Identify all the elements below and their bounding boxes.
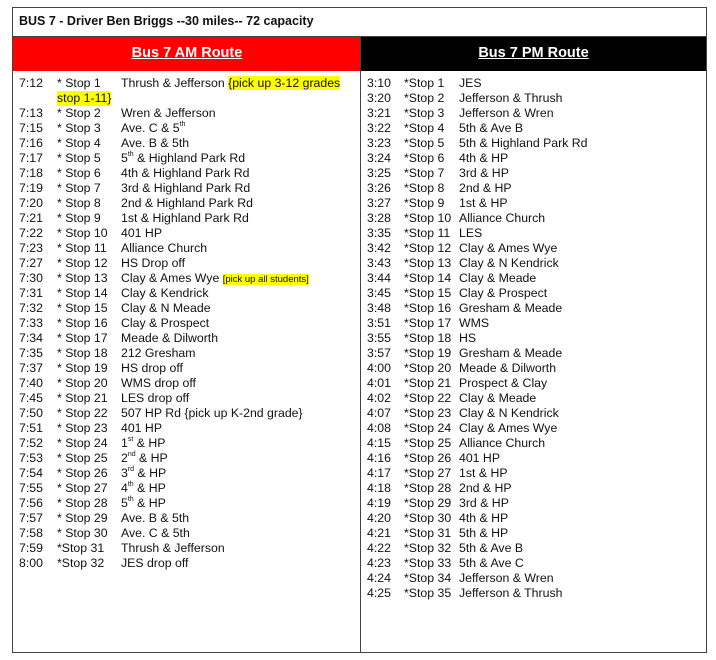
am-stop-row xyxy=(19,121,354,136)
stop-time: 7:40 xyxy=(19,376,43,390)
stop-location: Jefferson & Thrush xyxy=(459,91,563,105)
stop-location: HS xyxy=(459,331,477,345)
stop-location: Gresham & Meade xyxy=(459,301,563,315)
stop-time: 3:57 xyxy=(367,346,391,360)
stop-location: Jefferson & Wren xyxy=(459,106,554,120)
stop-number: *Stop 32 xyxy=(57,556,105,570)
stop-location: Clay & N Kendrick xyxy=(459,256,559,270)
pm-stop-row xyxy=(367,106,702,121)
stop-number: * Stop 7 xyxy=(57,181,101,195)
stop-location: WMS drop off xyxy=(121,376,196,390)
stop-location: Clay & Ames Wye xyxy=(459,241,558,255)
stop-location: 5th & Highland Park Rd xyxy=(121,151,246,165)
stop-location: WMS xyxy=(459,316,490,330)
stop-number: * Stop 17 xyxy=(57,331,108,345)
stop-location: Gresham & Meade xyxy=(459,346,563,360)
stop-time: 7:45 xyxy=(19,391,43,405)
stop-location: 3rd & HP xyxy=(121,466,167,480)
stop-number: *Stop 28 xyxy=(404,481,452,495)
stop-location: HS drop off xyxy=(121,361,183,375)
am-stop-row xyxy=(19,286,354,301)
stop-time: 3:21 xyxy=(367,106,391,120)
stop-location: 1st & HP xyxy=(459,196,508,210)
stop-location: Clay & N Meade xyxy=(121,301,211,315)
am-stop-row xyxy=(19,241,354,256)
stop-location: Alliance Church xyxy=(121,241,208,255)
stop-number: *Stop 5 xyxy=(404,136,445,150)
stop-time: 3:45 xyxy=(367,286,391,300)
stop-number: * Stop 16 xyxy=(57,316,108,330)
pm-stop-row xyxy=(367,361,702,376)
ordinal-suffix: th xyxy=(179,121,186,128)
stop-number: *Stop 22 xyxy=(404,391,452,405)
am-stop-row xyxy=(19,466,354,481)
stop-location: Ave. C & 5th xyxy=(121,121,186,135)
stop-location: Ave. B & 5th xyxy=(121,511,190,525)
stop-time: 7:52 xyxy=(19,436,43,450)
stop-number: * Stop 21 xyxy=(57,391,108,405)
stop-time: 3:27 xyxy=(367,196,391,210)
pm-stop-row xyxy=(367,526,702,541)
pm-stop-row xyxy=(367,556,702,571)
stop-number: *Stop 15 xyxy=(404,286,452,300)
stop-number: * Stop 1 xyxy=(57,76,101,90)
stop-number: * Stop 30 xyxy=(57,526,108,540)
stop-location: 4th & HP xyxy=(459,511,509,525)
stop-time: 4:23 xyxy=(367,556,391,570)
stop-location: 2nd & HP xyxy=(121,451,168,465)
stop-time: 3:51 xyxy=(367,316,391,330)
pm-stop-row xyxy=(367,121,702,136)
stop-number: *Stop 14 xyxy=(404,271,452,285)
stop-number: *Stop 6 xyxy=(404,151,445,165)
stop-location: Meade & Dilworth xyxy=(459,361,557,375)
stop-time: 8:00 xyxy=(19,556,43,570)
stop-location: 401 HP xyxy=(459,451,501,465)
pm-stop-row xyxy=(367,316,702,331)
stop-time: 4:15 xyxy=(367,436,391,450)
stop-time: 7:35 xyxy=(19,346,43,360)
stop-location: 212 Gresham xyxy=(121,346,196,360)
stop-location: 5th & Ave C xyxy=(459,556,524,570)
am-stop-row xyxy=(19,526,354,541)
ordinal-suffix: th xyxy=(127,151,134,158)
stop-number: *Stop 1 xyxy=(404,76,445,90)
stop-number: *Stop 2 xyxy=(404,91,445,105)
stop-time: 3:35 xyxy=(367,226,391,240)
pm-stop-row xyxy=(367,241,702,256)
stop-note-highlight: [pick up all students] xyxy=(222,274,309,285)
stop-number: * Stop 8 xyxy=(57,196,101,210)
am-stop-row xyxy=(19,106,354,121)
stop-time: 7:16 xyxy=(19,136,43,150)
route-document xyxy=(12,7,707,653)
am-stop-row xyxy=(19,436,354,451)
stop-time: 3:26 xyxy=(367,181,391,195)
stop-number: * Stop 25 xyxy=(57,451,108,465)
stop-number: *Stop 25 xyxy=(404,436,452,450)
stop-time: 7:15 xyxy=(19,121,43,135)
stop-location: 5th & HP xyxy=(121,496,166,510)
stop-location: 507 HP Rd {pick up K-2nd grade} xyxy=(121,406,303,420)
stop-number: *Stop 3 xyxy=(404,106,445,120)
stop-location: Thrush & Jefferson {pick up 3-12 grades xyxy=(121,76,341,90)
stop-number: *Stop 23 xyxy=(404,406,452,420)
stop-number: * Stop 6 xyxy=(57,166,101,180)
stop-time: 7:57 xyxy=(19,511,43,525)
stop-location: Thrush & Jefferson xyxy=(121,541,225,555)
stop-location: 401 HP xyxy=(121,226,163,240)
pm-stop-row xyxy=(367,256,702,271)
ordinal-suffix: th xyxy=(127,481,134,488)
stop-number: *Stop 27 xyxy=(404,466,452,480)
am-stop-row xyxy=(19,556,354,571)
stop-location: 3rd & HP xyxy=(459,166,509,180)
stop-location: Ave. C & 5th xyxy=(121,526,190,540)
stop-number: * Stop 18 xyxy=(57,346,108,360)
stop-number: * Stop 4 xyxy=(57,136,101,150)
stop-time: 3:25 xyxy=(367,166,391,180)
am-stop-row xyxy=(19,151,354,166)
pm-stop-row xyxy=(367,466,702,481)
stop-time: 7:31 xyxy=(19,286,43,300)
pm-stop-row xyxy=(367,451,702,466)
am-stop-row xyxy=(19,376,354,391)
stop-time: 4:07 xyxy=(367,406,391,420)
pm-stop-row xyxy=(367,376,702,391)
stop-time: 7:58 xyxy=(19,526,43,540)
stop-number: *Stop 19 xyxy=(404,346,452,360)
stop-time: 4:08 xyxy=(367,421,391,435)
stop-number: *Stop 26 xyxy=(404,451,452,465)
stop-time: 3:22 xyxy=(367,121,391,135)
stop-number: *Stop 31 xyxy=(404,526,452,540)
pm-stop-list xyxy=(367,71,702,601)
stop-number: *Stop 10 xyxy=(404,211,452,225)
stop-number: *Stop 24 xyxy=(404,421,452,435)
stop-number: *Stop 4 xyxy=(404,121,445,135)
column-divider xyxy=(360,37,361,653)
pm-stop-row xyxy=(367,586,702,601)
stop-time: 7:55 xyxy=(19,481,43,495)
stop-location: 401 HP xyxy=(121,421,163,435)
stop-time: 4:00 xyxy=(367,361,391,375)
stop-number: *Stop 35 xyxy=(404,586,452,600)
stop-location: Clay & Meade xyxy=(459,271,537,285)
stop-location: JES xyxy=(459,76,482,90)
pm-stop-row xyxy=(367,301,702,316)
stop-number: * Stop 11 xyxy=(57,241,107,255)
am-stop-row xyxy=(19,391,354,406)
ordinal-suffix: rd xyxy=(127,466,135,473)
am-stop-row xyxy=(19,136,354,151)
stop-location: LES xyxy=(459,226,483,240)
stop-location: 5th & Highland Park Rd xyxy=(459,136,588,150)
stop-time: 4:19 xyxy=(367,496,391,510)
stop-time: 7:50 xyxy=(19,406,43,420)
stop-time: 4:16 xyxy=(367,451,391,465)
am-stop-row xyxy=(19,451,354,466)
stop-location: Jefferson & Wren xyxy=(459,571,554,585)
stop-location: 4th & HP xyxy=(121,481,166,495)
stop-location: 3rd & HP xyxy=(459,496,509,510)
pm-stop-row xyxy=(367,211,702,226)
stop-time: 7:37 xyxy=(19,361,43,375)
stop-location: Ave. B & 5th xyxy=(121,136,190,150)
stop-location: JES drop off xyxy=(121,556,189,570)
stop-time: 4:18 xyxy=(367,481,391,495)
stop-location: 1st & HP xyxy=(121,436,166,450)
pm-stop-row xyxy=(367,541,702,556)
stop-time: 7:23 xyxy=(19,241,43,255)
stop-location: 3rd & Highland Park Rd xyxy=(121,181,251,195)
stop-number: *Stop 16 xyxy=(404,301,452,315)
stop-number: *Stop 11 xyxy=(404,226,451,240)
stop-location: 5th & HP xyxy=(459,526,509,540)
am-stop-row xyxy=(19,211,354,226)
stop-time: 7:34 xyxy=(19,331,43,345)
stop-location: 5th & Ave B xyxy=(459,541,524,555)
stop-location: Clay & Ames Wye [pick up all students] xyxy=(121,271,309,285)
am-stop-row xyxy=(19,481,354,496)
stop-time: 3:20 xyxy=(367,91,391,105)
pm-stop-row xyxy=(367,166,702,181)
pm-stop-row xyxy=(367,151,702,166)
stop-number: *Stop 17 xyxy=(404,316,452,330)
stop-location: Alliance Church xyxy=(459,436,546,450)
stop-time: 3:10 xyxy=(367,76,391,90)
stop-time: 4:21 xyxy=(367,526,391,540)
pm-stop-row xyxy=(367,91,702,106)
am-route-header: Bus 7 AM Route xyxy=(13,37,361,71)
pm-stop-row xyxy=(367,496,702,511)
stop-time: 7:56 xyxy=(19,496,43,510)
stop-number: * Stop 27 xyxy=(57,481,108,495)
am-stop-row xyxy=(19,301,354,316)
stop-time: 7:54 xyxy=(19,466,43,480)
stop-time: 7:12 xyxy=(19,76,43,90)
am-stop-row xyxy=(19,331,354,346)
am-stop-row xyxy=(19,346,354,361)
pm-stop-row xyxy=(367,286,702,301)
pm-stop-row xyxy=(367,481,702,496)
stop-location: Clay & Prospect xyxy=(121,316,210,330)
stop-time: 7:21 xyxy=(19,211,43,225)
stop-number: * Stop 26 xyxy=(57,466,108,480)
stop-number: * Stop 2 xyxy=(57,106,101,120)
stop-number: * Stop 22 xyxy=(57,406,108,420)
pm-stop-row xyxy=(367,271,702,286)
am-stop-list xyxy=(19,71,354,571)
stop-number: * Stop 3 xyxy=(57,121,101,135)
stop-number: * Stop 15 xyxy=(57,301,108,315)
stop-location: Meade & Dilworth xyxy=(121,331,219,345)
am-stop-row xyxy=(19,541,354,556)
stop-number: * Stop 29 xyxy=(57,511,108,525)
stop-number: * Stop 14 xyxy=(57,286,108,300)
stop-time: 7:59 xyxy=(19,541,43,555)
stop-time: 4:02 xyxy=(367,391,391,405)
stop-location: 2nd & HP xyxy=(459,481,512,495)
stop-number: *Stop 31 xyxy=(57,541,105,555)
pm-stop-row xyxy=(367,331,702,346)
stop-time: 4:22 xyxy=(367,541,391,555)
stop-time: 7:53 xyxy=(19,451,43,465)
stop-number: * Stop 9 xyxy=(57,211,101,225)
stop-number: *Stop 9 xyxy=(404,196,445,210)
stop-number: * Stop 24 xyxy=(57,436,108,450)
stop-time: 4:25 xyxy=(367,586,391,600)
stop-time: 3:42 xyxy=(367,241,391,255)
stop-location: 2nd & HP xyxy=(459,181,512,195)
stop-time: 4:17 xyxy=(367,466,391,480)
stop-number: *Stop 13 xyxy=(404,256,452,270)
stop-number: *Stop 33 xyxy=(404,556,452,570)
pm-stop-row xyxy=(367,196,702,211)
pm-stop-row xyxy=(367,181,702,196)
stop-time: 4:24 xyxy=(367,571,391,585)
stop-location: HS Drop off xyxy=(121,256,186,270)
stop-time: 4:20 xyxy=(367,511,391,525)
stop-time: 7:27 xyxy=(19,256,43,270)
stop-number: *Stop 30 xyxy=(404,511,452,525)
am-stop-row xyxy=(19,361,354,376)
pm-stop-row xyxy=(367,511,702,526)
am-stop-row xyxy=(19,496,354,511)
stop-number: *Stop 18 xyxy=(404,331,452,345)
ordinal-suffix: st xyxy=(127,436,134,443)
stop-number: * Stop 19 xyxy=(57,361,108,375)
stop-time: 7:32 xyxy=(19,301,43,315)
am-stop-row xyxy=(19,166,354,181)
stop-number: *Stop 12 xyxy=(404,241,452,255)
stop-location: Clay & Kendrick xyxy=(121,286,209,300)
stop-location: Wren & Jefferson xyxy=(121,106,216,120)
stop-number: * Stop 13 xyxy=(57,271,108,285)
stop-number: * Stop 28 xyxy=(57,496,108,510)
stop-time: 7:51 xyxy=(19,421,43,435)
stop-number: *Stop 20 xyxy=(404,361,452,375)
ordinal-suffix: nd xyxy=(127,451,136,458)
am-stop-row xyxy=(19,511,354,526)
stop-time: 3:48 xyxy=(367,301,391,315)
ordinal-suffix: th xyxy=(127,496,134,503)
stop-note-highlight: {pick up 3-12 grades xyxy=(228,76,341,90)
stop-location: Prospect & Clay xyxy=(459,376,548,390)
stop-location: Clay & N Kendrick xyxy=(459,406,559,420)
stop-time: 3:44 xyxy=(367,271,391,285)
am-stop-row xyxy=(19,421,354,436)
stop-time: 7:22 xyxy=(19,226,43,240)
am-stop-row xyxy=(19,196,354,211)
pm-stop-row xyxy=(367,226,702,241)
stop-location: 4th & Highland Park Rd xyxy=(121,166,250,180)
stop-time: 7:19 xyxy=(19,181,43,195)
am-stop-row xyxy=(19,316,354,331)
stop-location: Clay & Ames Wye xyxy=(459,421,558,435)
stop-location: Jefferson & Thrush xyxy=(459,586,563,600)
stop-time: 7:18 xyxy=(19,166,43,180)
stop-time: 3:24 xyxy=(367,151,391,165)
stop-number: *Stop 32 xyxy=(404,541,452,555)
stop-time: 7:13 xyxy=(19,106,43,120)
stop-number: * Stop 10 xyxy=(57,226,108,240)
stop-time: 7:20 xyxy=(19,196,43,210)
stop-time: 4:01 xyxy=(367,376,391,390)
stop-time: 3:55 xyxy=(367,331,391,345)
stop-location: LES drop off xyxy=(121,391,190,405)
stop-location: Clay & Prospect xyxy=(459,286,548,300)
stop-number: * Stop 23 xyxy=(57,421,108,435)
am-stop-row xyxy=(19,226,354,241)
pm-stop-row xyxy=(367,421,702,436)
stop-time: 7:30 xyxy=(19,271,43,285)
pm-stop-row xyxy=(367,391,702,406)
pm-stop-row xyxy=(367,436,702,451)
document-title: BUS 7 - Driver Ben Briggs --30 miles-- 72 capacity xyxy=(13,8,706,37)
am-stop-row xyxy=(19,256,354,271)
stop-note-highlight-continued: stop 1-11} xyxy=(57,91,112,105)
stop-number: *Stop 7 xyxy=(404,166,445,180)
pm-stop-row xyxy=(367,346,702,361)
pm-stop-row xyxy=(367,76,702,91)
stop-time: 3:43 xyxy=(367,256,391,270)
stop-location: 5th & Ave B xyxy=(459,121,524,135)
pm-stop-row xyxy=(367,136,702,151)
stop-number: * Stop 12 xyxy=(57,256,108,270)
stop-location: 4th & HP xyxy=(459,151,509,165)
am-stop-row xyxy=(19,76,354,106)
pm-route-header: Bus 7 PM Route xyxy=(361,37,706,71)
stop-time: 3:28 xyxy=(367,211,391,225)
stop-number: * Stop 20 xyxy=(57,376,108,390)
stop-number: *Stop 34 xyxy=(404,571,452,585)
stop-number: *Stop 29 xyxy=(404,496,452,510)
stop-number: *Stop 8 xyxy=(404,181,445,195)
stop-location: 1st & Highland Park Rd xyxy=(121,211,249,225)
stop-number: * Stop 5 xyxy=(57,151,101,165)
pm-stop-row xyxy=(367,406,702,421)
stop-location: 2nd & Highland Park Rd xyxy=(121,196,253,210)
am-stop-row xyxy=(19,271,354,286)
am-stop-row xyxy=(19,181,354,196)
stop-location: Clay & Meade xyxy=(459,391,537,405)
pm-stop-row xyxy=(367,571,702,586)
stop-time: 7:33 xyxy=(19,316,43,330)
stop-number: *Stop 21 xyxy=(404,376,452,390)
stop-location: 1st & HP xyxy=(459,466,508,480)
am-stop-row xyxy=(19,406,354,421)
stop-time: 7:17 xyxy=(19,151,43,165)
stop-location: Alliance Church xyxy=(459,211,546,225)
stop-time: 3:23 xyxy=(367,136,391,150)
